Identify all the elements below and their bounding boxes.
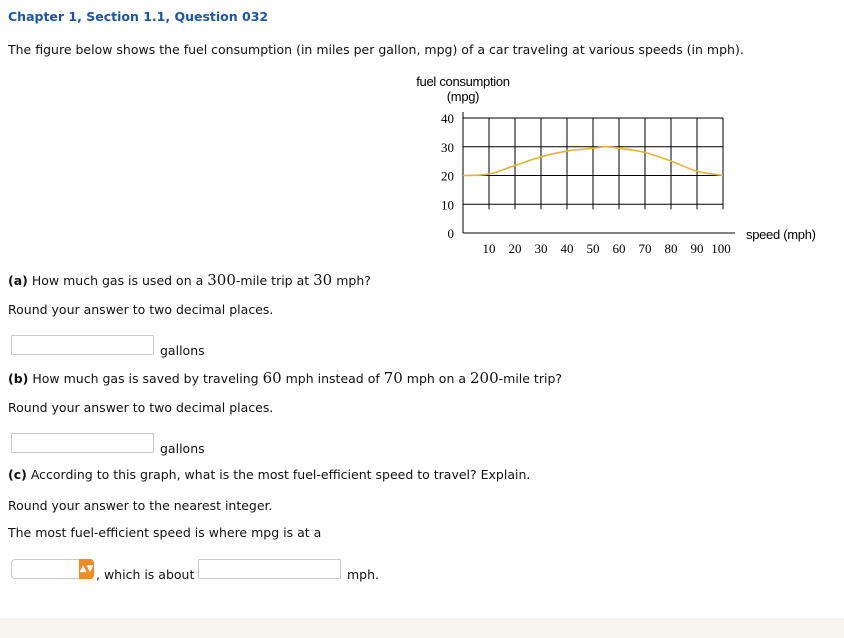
- x-tick-label-50: 50: [586, 241, 600, 256]
- intro-text: The figure below shows the fuel consumption (in miles per gallon, mpg) of a car traveling at various speeds (in mph).: [8, 42, 744, 57]
- x-tick-label-40: 40: [560, 241, 574, 256]
- part-b-round-instruction: Round your answer to two decimal places.: [8, 400, 274, 415]
- y-tick-label-0: 0: [447, 226, 454, 241]
- x-tick-label-20: 20: [508, 241, 522, 256]
- part-a-question: (a) How much gas is used on a 300-mile trip at 30 mph?: [8, 271, 371, 289]
- part-c-question: (c) According to this graph, what is the most fuel-efficient speed to travel? Explain.: [8, 467, 531, 482]
- y-tick-labels: [441, 111, 454, 241]
- graph-grid: [463, 112, 735, 233]
- part-b-answer-input[interactable]: [11, 433, 154, 453]
- part-c-mid-text: , which is about: [96, 567, 195, 582]
- y-tick-label-20: 20: [441, 168, 454, 184]
- part-a-answer-input[interactable]: [11, 335, 154, 355]
- footer-bar: [0, 618, 844, 638]
- y-tick-label-10: 10: [441, 197, 454, 213]
- x-tick-labels: [483, 241, 731, 256]
- x-axis-label: speed (mph): [746, 227, 816, 242]
- x-tick-label-90: 90: [690, 241, 704, 256]
- x-tick-label-30: 30: [534, 241, 548, 256]
- x-tick-label-70: 70: [638, 241, 652, 256]
- fuel-consumption-graph: [0, 0, 844, 270]
- y-axis-label-2: (mpg): [446, 89, 480, 104]
- y-tick-label-40: 40: [441, 111, 454, 126]
- select-arrows-icon: ▲▼: [79, 559, 94, 579]
- part-b-question: (b) How much gas is saved by traveling 60 mph instead of 70 mph on a 200-mile trip?: [8, 369, 563, 387]
- x-tick-label-100: 100: [711, 241, 731, 256]
- x-tick-label-60: 60: [612, 241, 626, 256]
- x-tick-label-10: 10: [482, 241, 496, 256]
- part-b-unit: gallons: [160, 441, 205, 456]
- part-c-round-instruction: Round your answer to the nearest integer.: [8, 498, 273, 513]
- question-title: Chapter 1, Section 1.1, Question 032: [8, 9, 269, 24]
- y-axis-label-1: fuel consumption: [416, 74, 510, 89]
- x-tick-label-80: 80: [664, 241, 678, 256]
- y-tick-label-30: 30: [441, 139, 454, 155]
- part-a-unit: gallons: [160, 343, 205, 358]
- part-c-unit: mph.: [347, 567, 380, 582]
- min-max-select[interactable]: [11, 559, 94, 579]
- part-a-round-instruction: Round your answer to two decimal places.: [8, 302, 274, 317]
- part-c-statement: The most fuel-efficient speed is where mpg is at a: [8, 525, 322, 540]
- part-c-answer-input[interactable]: [198, 559, 341, 579]
